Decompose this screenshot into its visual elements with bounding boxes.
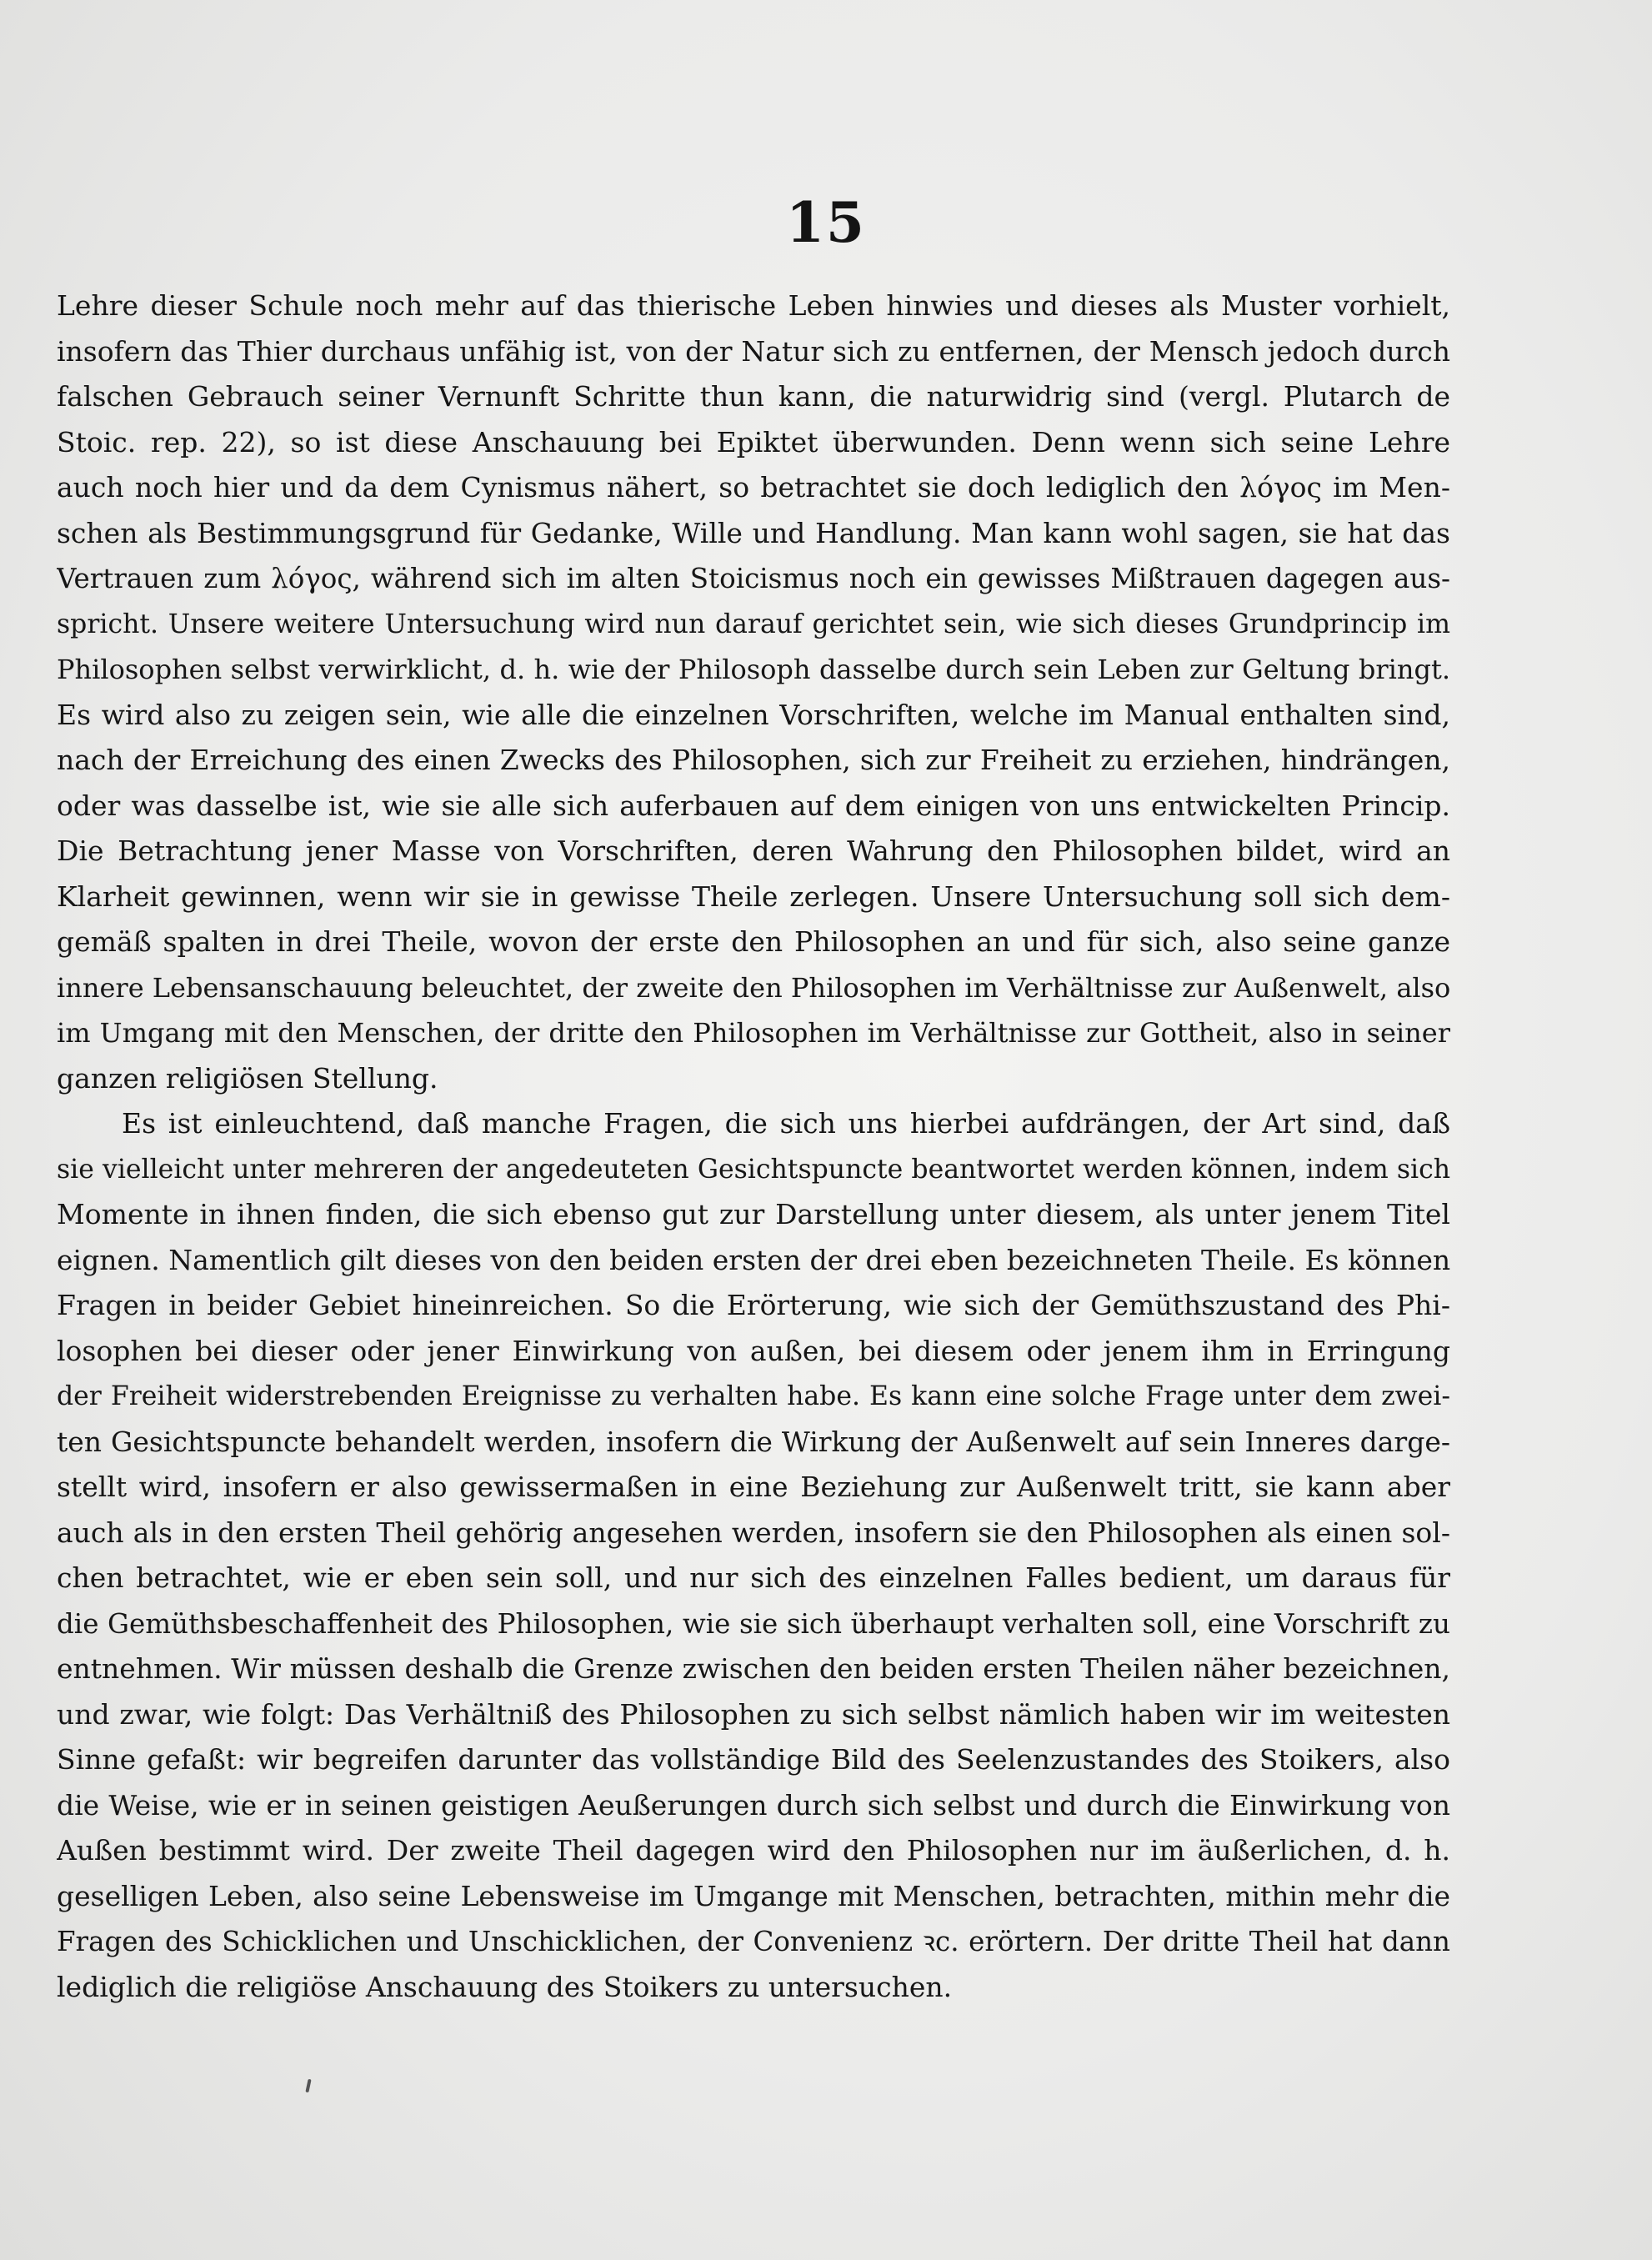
text-line: Momente in ihnen finden, die sich ebenso gut zur Darstellung unter diesem, als unter jenem Titel <box>57 1198 1450 1230</box>
text-line: im Umgang mit den Menschen, der dritte den Philosophen im Verhältnisse zur Gottheit, also in seiner <box>57 1017 1450 1049</box>
text-line: Stoic. rep. 22), so ist diese Anschauung bei Epiktet überwunden. Denn wenn sich seine Lehre <box>57 425 1450 459</box>
text-line: Es wird also zu zeigen sein, wie alle die einzelnen Vorschriften, welche im Manual enthalten sind, <box>57 698 1450 731</box>
page-number: 15 <box>786 190 866 255</box>
text-line: Fragen des Schicklichen und Unschicklichen, der Convenienz ꝛc. erörtern. Der dritte Theil hat dann <box>57 1926 1450 1957</box>
body-text <box>57 283 1450 2010</box>
text-line: falschen Gebrauch seiner Vernunft Schritte thun kann, die naturwidrig sind (vergl. Plutarch de <box>57 380 1450 413</box>
text-line: ten Gesichtspuncte behandelt werden, insofern die Wirkung der Außenwelt auf sein Inneres darge- <box>57 1425 1450 1458</box>
text-line: chen betrachtet, wie er eben sein soll, und nur sich des einzelnen Falles bedient, um daraus für <box>57 1561 1450 1594</box>
text-line: auch als in den ersten Theil gehörig angesehen werden, insofern sie den Philosophen als einen sol- <box>57 1516 1450 1549</box>
text-line: ganzen religiösen Stellung. <box>57 1061 438 1095</box>
ink-mark <box>305 2079 311 2092</box>
text-line: Die Betrachtung jener Masse von Vorschriften, deren Wahrung den Philosophen bildet, wird an <box>57 834 1450 867</box>
text-line: losophen bei dieser oder jener Einwirkung von außen, bei diesem oder jenem ihm in Erringung <box>57 1334 1450 1367</box>
text-line: insofern das Thier durchaus unfähig ist, von der Natur sich zu entfernen, der Mensch jedoch durch <box>57 334 1450 368</box>
text-line: die Gemüthsbeschaffenheit des Philosophen, wie sie sich überhaupt verhalten soll, eine Vorschrift zu <box>57 1607 1450 1640</box>
text-line: lediglich die religiöse Anschauung des Stoikers zu untersuchen. <box>57 1970 953 2003</box>
text-line: Vertrauen zum λόγος, während sich im alten Stoicismus noch ein gewisses Mißtrauen dagegen aus- <box>57 563 1450 594</box>
text-line: die Weise, wie er in seinen geistigen Aeußerungen durch sich selbst und durch die Einwirkung von <box>57 1788 1450 1822</box>
text-line: eignen. Namentlich gilt dieses von den beiden ersten der drei eben bezeichneten Theile. Es können <box>57 1243 1450 1276</box>
text-line: entnehmen. Wir müssen deshalb die Grenze zwischen den beiden ersten Theilen näher bezeichnen, <box>57 1652 1450 1685</box>
text-line: sie vielleicht unter mehreren der angedeuteten Gesichtspuncte beantwortet werden können, indem sich <box>57 1154 1450 1185</box>
text-line: Außen bestimmt wird. Der zweite Theil dagegen wird den Philosophen nur im äußerlichen, d. h. <box>57 1834 1450 1867</box>
text-line: spricht. Unsere weitere Untersuchung wird nun darauf gerichtet sein, wie sich dieses Grundprincip im <box>57 609 1450 639</box>
text-line: Sinne gefaßt: wir begreifen darunter das vollständige Bild des Seelenzustandes des Stoikers, also <box>57 1743 1450 1776</box>
text-line: geselligen Leben, also seine Lebensweise im Umgange mit Menschen, betrachten, mithin mehr die <box>57 1879 1450 1912</box>
text-line: Es ist einleuchtend, daß manche Fragen, die sich uns hierbei aufdrängen, der Art sind, daß <box>122 1107 1450 1140</box>
text-line: schen als Bestimmungsgrund für Gedanke, Wille und Handlung. Man kann wohl sagen, sie hat das <box>57 516 1450 549</box>
text-line: Philosophen selbst verwirklicht, d. h. wie der Philosoph dasselbe durch sein Leben zur Geltung bringt. <box>57 654 1450 685</box>
text-line: Klarheit gewinnen, wenn wir sie in gewisse Theile zerlegen. Unsere Untersuchung soll sich dem- <box>57 879 1450 913</box>
text-line: stellt wird, insofern er also gewissermaßen in eine Beziehung zur Außenwelt tritt, sie kann aber <box>57 1471 1450 1503</box>
text-line: nach der Erreichung des einen Zwecks des Philosophen, sich zur Freiheit zu erziehen, hindrängen, <box>57 744 1450 776</box>
text-line: gemäß spalten in drei Theile, wovon der erste den Philosophen an und für sich, also seine ganze <box>57 925 1450 958</box>
text-line: Lehre dieser Schule noch mehr auf das thierische Leben hinwies und dieses als Muster vorhielt, <box>57 289 1450 322</box>
text-line: innere Lebensanschauung beleuchtet, der zweite den Philosophen im Verhältnisse zur Außenwelt, also <box>57 971 1450 1004</box>
text-line: auch noch hier und da dem Cynismus nähert, so betrachtet sie doch lediglich den λόγος im Men- <box>57 471 1450 504</box>
text-line: und zwar, wie folgt: Das Verhältniß des Philosophen zu sich selbst nämlich haben wir im weitesten <box>57 1697 1450 1731</box>
text-line: der Freiheit widerstrebenden Ereignisse zu verhalten habe. Es kann eine solche Frage unter dem zwei- <box>57 1381 1450 1411</box>
text-line: oder was dasselbe ist, wie sie alle sich auferbauen auf dem einigen von uns entwickelten Princip. <box>57 789 1450 822</box>
text-line: Fragen in beider Gebiet hineinreichen. So die Erörterung, wie sich der Gemüthszustand des Phi- <box>57 1289 1450 1321</box>
